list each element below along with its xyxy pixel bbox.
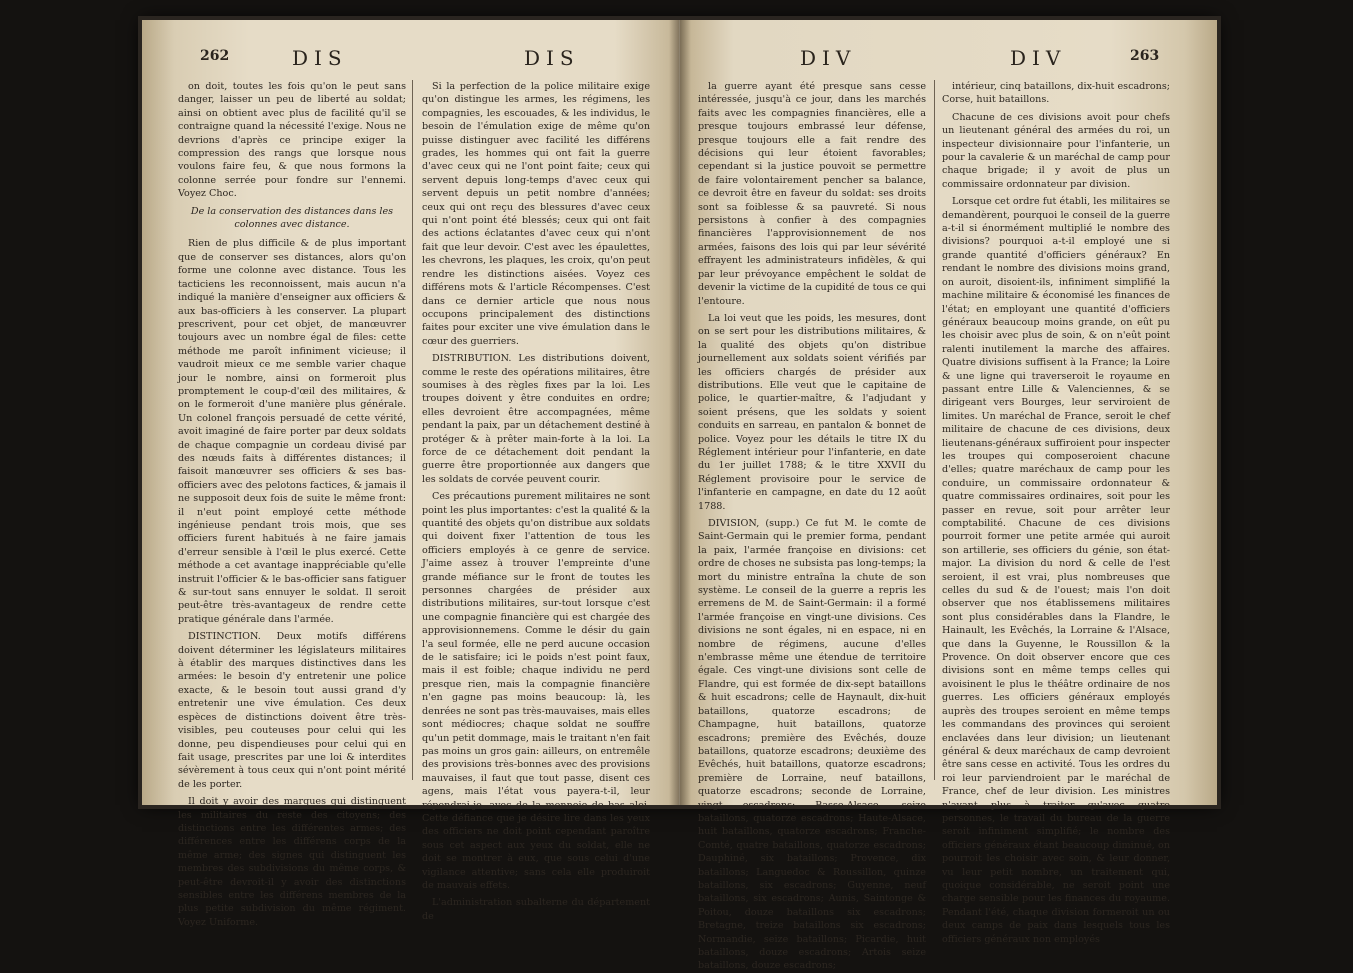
paragraph: on doit, toutes les fois qu'on le peut sans danger, laisser un peu de liberté au soldat; ainsi on obtient avec plus de facilité qu'il se contraigne quand la nécessité l'exige. Nous ne devrions d'après ce principe exiger la compression des rangs que lorsque nous voulons faire feu, & que nous formons la colonne serrée pour fondre sur l'ennemi. Voyez Choc. (178, 81, 406, 200)
right-page (680, 20, 1217, 972)
paragraph: Il doit y avoir des marques qui distinguent les militaires du reste des citoyens; des distinctions entre les différentes armes; des différences entre les différens corps de la même arme; des signes qui distinguent les membres des subdivisions du même corps, & peut-être devroit-il y avoir des distinctions sensibles entre les différens membres de la plus petite subdivision du même régiment. Voyez Uniforme. (178, 796, 406, 928)
paragraph: La loi veut que les poids, les mesures, dont on se sert pour les distributions militaires, & la qualité des objets qu'on distribue journellement aux soldats soient vérifiés par les officiers chargés de présider aux distributions. Elle veut que le capitaine de police, le quartier-maître, & l'adjudant y soient présens, que les soldats y soient conduits en sarreau, en pantalon & bonnet de police. Voyez pour les détails le titre IX du Réglement intérieur pour l'infanterie, en date du 1er juillet 1788; & le titre XXVII du Réglement provisoire pour le service de l'infanterie en campagne, en date du 12 août 1788. (698, 312, 926, 512)
paragraph: Chacune de ces divisions avoit pour chefs un lieutenant général des armées du roi, un inspecteur divisionnaire pour l'infanterie, un pour la cavalerie & un maréchal de camp pour chaque brigade; il y avoit de plus un commissaire ordonnateur par division. (942, 111, 1170, 190)
section-heading: De la conservation des distances dans les colonnes avec distance. (190, 205, 394, 231)
left-running-head-1: DIS (292, 46, 348, 70)
paragraph: DISTRIBUTION. Les distributions doivent, comme le reste des opérations militaires, être soumises à des règles fixes par la loi. Les troupes doivent y être conduites en ordre; elles devroient être accompagnées, même pendant la paix, par un détachement destiné à protéger & à prêter main-forte à la loi. La force de ce détachement doit pendant la guerre être proportionnée aux dangers que les soldats de corvée peuvent courir. (422, 353, 650, 485)
paragraph: L'administration subalterne du département de (422, 897, 650, 922)
paragraph: Si la perfection de la police militaire exige qu'on distingue les armes, les régimens, les compagnies, les escouades, & les individus, le besoin de l'émulation exige de même qu'on puisse distinguer avec facilité les différens grades, les hommes qui ont fait la guerre d'avec ceux qui ne l'ont point faite; ceux qui servent depuis long-temps d'avec ceux qui servent depuis un petit nombre d'années; ceux qui ont reçu des blessures d'avec ceux qui n'ont point été blessés; ceux qui ont fait des actions éclatantes d'avec ceux qui n'ont fait que leur devoir. C'est avec les épaulettes, les chevrons, les plaques, les croix, qu'on peut rendre les distinctions aisées. Voyez ces différens mots & l'article Récompenses. C'est dans ce dernier article que nous nous occupons principalement des distinctions faites pour exciter une vive émulation dans le cœur des guerriers. (422, 81, 650, 347)
paragraph: la guerre ayant été presque sans cesse intéressée, jusqu'à ce jour, dans les marchés faits avec les compagnies financières, elle a presque toujours embrassé leur défense, presque toujours elle a fait rendre des décisions qui leur étoient favorables; cependant si la justice pouvoit se permettre de faire volontairement pencher sa balance, ce devroit être en faveur du soldat: ses droits sont sa foiblesse & sa pauvreté. Si nous persistons à confier à des compagnies financières l'approvisionnement de nos armées, faisons des lois qui par leur sévérité effrayent les administrateurs infidèles, & qui par leur prévoyance empêchent le soldat de devenir la victime de la cupidité de tous ce qui l'entoure. (698, 81, 926, 307)
right-running-head-2: DIV (1010, 46, 1067, 70)
right-column-1 (698, 80, 926, 972)
book-gutter (669, 20, 691, 805)
left-page (142, 20, 679, 928)
paragraph: Ces précautions purement militaires ne sont point les plus importantes: c'est la qualité & la quantité des objets qu'on distribue aux soldats qui doivent fixer l'attention de tous les officiers employés à ce genre de service. J'aime assez à trouver l'empreinte d'une grande méfiance sur le front de toutes les personnes chargées de présider aux distributions militaires, sur-tout lorsque c'est une compagnie financière qui est chargée des approvisionnemens. Comme le désir du gain l'a seul formée, elle ne perd aucune occasion de le satisfaire; ici le poids n'est point faux, mais il est foible; chaque individu ne perd presque rien, mais la compagnie financière n'en gagne pas moins beaucoup: là, les denrées ne sont pas très-mauvaises, mais elles sont médiocres; chaque soldat ne souffre qu'un petit dommage, mais le traitant n'en fait pas moins un gros gain: ailleurs, on entremêle des provisions très-bonnes avec des provisions mauvaises, il faut que tout passe, disent ces agens, mais l'état vous payera-t-il, leur répondrai-je, avec de la monnoie de bas aloi. Cette défiance que je désire lire dans les yeux des officiers ne doit point cependant paroître sous cet aspect aux yeux du soldat, elle ne doit se montrer à eux, que sous celui d'une vigilance attentive; sans cela elle produiroit de mauvais effets. (422, 491, 650, 891)
paragraph: DISTINCTION. Deux motifs différens doivent déterminer les législateurs militaires à établir des marques distinctives dans les armées: le besoin d'y entretenir une police exacte, & le besoin tout aussi grand d'y entretenir une vive émulation. Ces deux espèces de distinctions doivent être très-visibles, peu couteuses pour celui qui les donne, peu dispendieuses pour celui qui en fait usage, prescrites par une loi & interdites sévèrement à tous ceux qui n'ont point mérité de les porter. (178, 631, 406, 790)
left-column-2 (422, 80, 650, 922)
right-column-2 (942, 80, 1170, 945)
paragraph: DIVISION, (supp.) Ce fut M. le comte de Saint-Germain qui le premier forma, pendant la paix, l'armée françoise en divisions: cet ordre de choses ne subsista pas long-temps; la mort du ministre entraîna la chute de son système. Le conseil de la guerre a repris les erremens de M. de Saint-Germain: il a formé l'armée françoise en vingt-une divisions. Ces divisions ne sont égales, ni en espace, ni en nombre de régimens, aucune d'elles n'embrasse même une étendue de territoire égale. Ces vingt-une divisions sont celle de Flandre, qui est formée de dix-sept bataillons & huit escadrons; celle de Haynault, dix-huit bataillons, quatorze escadrons; de Champagne, huit bataillons, quatorze escadrons; première des Evêchés, douze bataillons, quatorze escadrons; deuxième des Evêchés, huit bataillons, quatorze escadrons; première de Lorraine, neuf bataillons, quatorze escadrons; seconde de Lorraine, vingt escadrons; Basse-Alsace, seize bataillons, quatorze escadrons; Haute-Alsace, huit bataillons, quatorze escadrons; Franche-Comté, quatre bataillons, quatorze escadrons; Dauphiné, six bataillons; Provence, dix bataillons; Languedoc & Roussillon, quinze bataillons, six escadrons; Guyenne, neuf bataillons, six escadrons; Aunis, Saintonge & Poitou, douze bataillons six escadrons; Bretagne, treize bataillons six escadrons; Normandie, seize bataillons; Picardie, huit bataillons, douze escadrons; Artois seize bataillons, douze escadrons; (698, 518, 926, 972)
left-page-number: 262 (200, 48, 230, 64)
open-book (142, 20, 1217, 972)
left-column-1 (178, 80, 406, 928)
paragraph: Rien de plus difficile & de plus important que de conserver ses distances, alors qu'on forme une colonne avec distance. Tous les tacticiens les reconnoissent, mais aucun n'a indiqué la manière d'enseigner aux officiers & aux bas-officiers à les conserver. La plupart prescrivent, pour cet objet, de manœuvrer toujours avec un nombre égal de files: cette méthode me paroît infiniment vicieuse; il vaudroit mieux ce me semble varier chaque jour le nombre, ainsi on formeroit plus promptement le coup-d'œil des militaires, & on le formeroit d'une manière plus générale. Un colonel françois persuadé de cette vérité, avoit imaginé de faire porter par deux soldats de chaque compagnie un cordeau divisé par des nœuds faits à différentes distances; il faisoit manœuvrer ses officiers & ses bas-officiers avec des pelotons factices, & jamais il ne supposoit deux fois de suite le même front: il n'eut point employé cette méthode ingénieuse pendant trois mois, que ses officiers furent habitués à ne faire jamais d'erreur sensible à l'œil le plus exercé. Cette méthode a cet avantage inappréciable qu'elle instruit l'officier & le bas-officier sans fatiguer & sur-tout sans ennuyer le soldat. Il seroit peut-être très-avantageux de rendre cette pratique générale dans l'armée. (178, 238, 406, 625)
right-running-head-1: DIV (800, 46, 857, 70)
right-page-number: 263 (1130, 48, 1160, 64)
paragraph: Lorsque cet ordre fut établi, les militaires se demandèrent, pourquoi le conseil de la guerre a-t-il si énormément multiplié le nombre des divisions? pourquoi a-t-il employé une si grande quantité d'officiers généraux? En rendant le nombre des divisions moins grand, on auroit, disoient-ils, infiniment simplifié la machine militaire & économisé les finances de l'état; en employant une quantité d'officiers généraux beaucoup moins grande, on eût pu les choisir avec plus de soin, & on n'eût point ralenti inutilement la marche des affaires. Quatre divisions suffisent à la France; la Loire & une ligne qui traverseroit le royaume en passant entre Lille & Valenciennes, & se dirigeant vers Bourges, leur serviroient de limites. Un maréchal de France, seroit le chef militaire de chacune de ces divisions, deux lieutenans-généraux suffiroient pour inspecter les troupes qui composeroient chacune d'elles; quatre maréchaux de camp pour les conduire, un commissaire ordonnateur & quatre commissaires ordinaires, soit pour les passer en revue, soit pour arrêter leur comptabilité. Chacune de ces divisions pourroit former une petite armée qui auroit son artillerie, ses officiers du génie, son état-major. La division du nord & celle de l'est seroient, il est vrai, plus nombreuses que celles du sud & de l'ouest; mais l'on doit observer que nos établissemens militaires sont plus considérables dans la Flandre, le Hainault, les Evêchés, la Lorraine & l'Alsace, que dans la Guyenne, le Roussillon & la Provence. On doit observer encore que ces divisions sont en même temps celles qui avoisinent le plus le théâtre ordinaire de nos guerres. Les officiers généraux employés auprès des troupes seroient en même temps les commandans des provinces qui seroient enclavées dans leur division; un lieutenant général & deux maréchaux de camp devroient être sans cesse en activité. Tous les ordres du roi leur parviendroient par le maréchal de France, chef de leur division. Les ministres n'ayant plus à traiter qu'avec quatre personnes, le travail du bureau de la guerre seroit infiniment simplifié; le nombre des officiers généraux étant beaucoup diminué, on pourroit les choisir avec soin, & leur donner, vu leur petit nombre, un traitement qui, quoique considérable, ne seroit point une charge sensible pour les finances du royaume. Pendant l'été, chaque division formeroit un ou deux camps de paix dans lesquels tous les officiers généraux non employés (942, 196, 1170, 945)
left-running-head-2: DIS (524, 46, 580, 70)
column-rule (412, 80, 413, 780)
column-rule (934, 80, 935, 780)
paragraph: intérieur, cinq bataillons, dix-huit escadrons; Corse, huit bataillons. (942, 81, 1170, 106)
